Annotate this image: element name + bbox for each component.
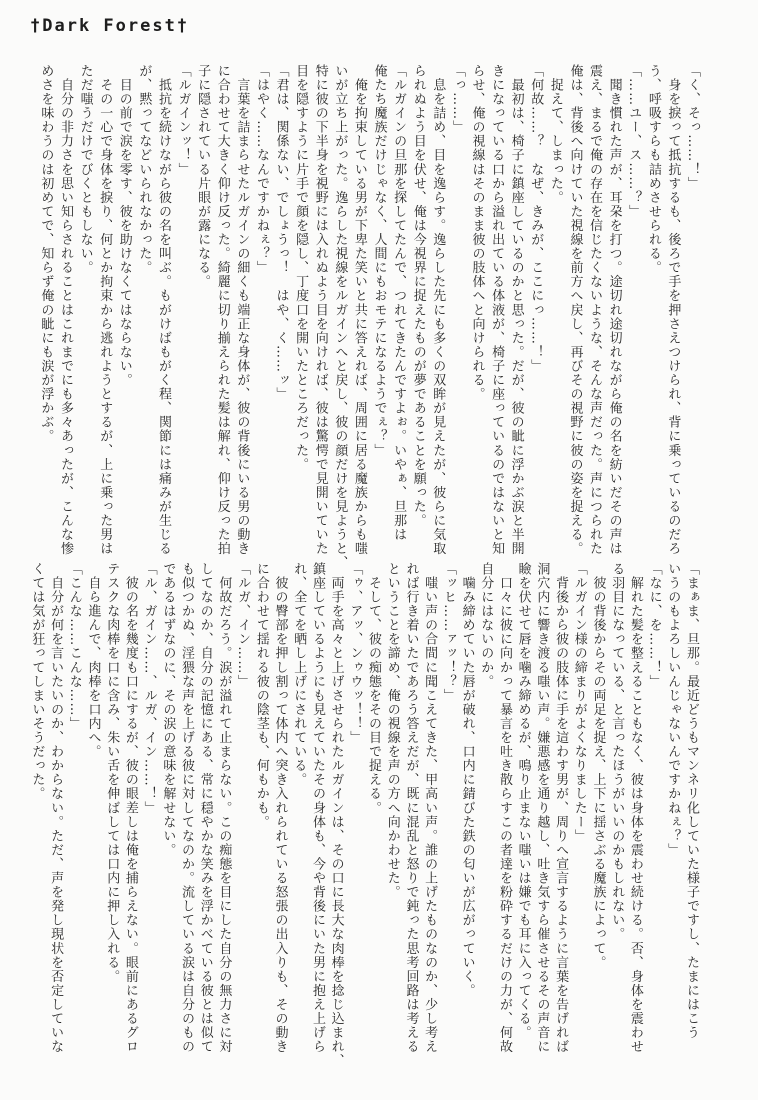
text-line: 「く、そっ……！」 (685, 64, 700, 191)
text-line: 「ルガイン様の締まりがよくなりましたー」 (571, 562, 587, 843)
text-line: 俺は、背後へ向けていた視線を前方へ戻し、再びその視野に彼の姿を捉える。 (567, 64, 583, 556)
text-line: テスクな肉棒を口に含み、朱い舌を伸ばしては口内に押し入れる。 (104, 562, 120, 984)
text-line: れば行き着いたであろう答えだが、既に混乱と怒りで鈍った思考回路は考える (403, 562, 419, 1054)
text-line: 俺を拘束している男が下卑た笑いと共に答えれば、周囲に居る魔族からも嗤 (351, 64, 367, 556)
text-line: ただ嗤うだけでびくともしない。 (77, 64, 93, 275)
text-line: 自分にはないのか。 (478, 562, 494, 689)
text-line: 彼の臀部を押し割って体内へ突き入れられている怒張の出入りも、その動き (272, 562, 288, 1054)
text-line: いが立ち上がった。逸らした視線をルガインへと戻し、彼の顔だけを見ようと、 (332, 64, 348, 570)
text-line: 噛み締めていた唇が破れ、口内に錆びた鉄の匂いが広がっていく。 (459, 562, 475, 998)
text-line: 「……ユー、ス……？」 (626, 64, 642, 219)
text-line: 「何故……？ なぜ、きみが、ここにっ……！」 (528, 64, 544, 374)
text-line: 言葉を詰まらせたルガインの細くも端正な身体が、彼の背後にいる男の動き (234, 64, 250, 556)
text-line: れ、全てを晒し上げにされている。 (291, 562, 307, 787)
text-line: そして、彼の痴態をその目で捉える。 (366, 562, 382, 815)
text-line: 目を隠すように片手で顔を隠し、丁度口を開いたところだった。 (293, 64, 309, 472)
text-block-bottom (27, 562, 700, 1068)
text-line: 自分が何を言いたいのか、わからない。ただ、声を発し現状を否定していな (48, 562, 64, 1054)
text-line: めさを味わうのは初めてで、知らず俺の眦にも涙が浮かぶ。 (38, 64, 54, 444)
text-line: 「っ……」 (449, 64, 465, 135)
text-line: 瞼を伏せて唇を噛み締めるが、鳴り止まない嗤いは嫌でも耳に入ってくる。 (515, 562, 531, 1040)
text-line: に合わせて大きく仰け反った。綺麗に切り揃えられた髪は解れ、仰け反った拍 (214, 64, 230, 556)
text-line: らせ、俺の視線はそのまま彼の肢体へと向けられる。 (469, 64, 485, 402)
text-line: 解れた髪を整えることもなく、彼は身体を震わせ続ける。否、身体を震わせ (627, 562, 643, 1054)
text-line: 「こんな……こんな……」 (66, 562, 82, 731)
text-line: が、黙ってなどいられなかった。 (136, 64, 152, 275)
text-line: 「君は、関係ない、でしょうっ！ はや、く……ッ」 (273, 64, 289, 402)
text-line: 両手を高々と上げさせられたルガインは、その口に長大な肉棒を捻じ込まれ、 (328, 562, 344, 1068)
text-line: してなのか、自分の記憶にある、常に穏やかな笑みを浮かべている彼とは似て (197, 562, 213, 1054)
text-line: 背後から彼の肢体に手を這わす男が、周りへ宣言するように言葉を告げれば (553, 562, 569, 1054)
text-block-top (36, 64, 702, 570)
text-line: う、呼吸すらも詰めさせられる。 (645, 64, 661, 275)
text-line: ということを諦め、俺の視線を声の方へ向かわせた。 (384, 562, 400, 900)
text-line: 鎮座しているようにも見えていたその身体も、今や背後にいた男に抱え上げら (309, 562, 325, 1054)
text-line: 「ル、ガイン……、ルガ、イン……！」 (141, 562, 157, 815)
text-line: 子に隠されている片眼が露になる。 (195, 64, 211, 289)
text-line: その一心で身体を捩り、何とか拘束から逃れようとするが、上に乗った男は (97, 64, 113, 556)
page-title: †Dark Forest† (30, 16, 190, 36)
text-line: きになっている口から溢れ出ている体液が、椅子に座っているのではないと知 (489, 64, 505, 556)
text-line: 抵抗を続けながら彼の名を叫ぶ。もがけばもがく程、関節には痛みが生じる (155, 64, 171, 556)
text-line: 「ルガインッ！」 (175, 64, 191, 177)
text-line: 特に彼の下半身を視野には入れぬよう目を向ければ、彼は驚愕で見開いていた (312, 64, 328, 556)
text-line: くては気が狂ってしまいそうだった。 (29, 562, 45, 801)
text-line: であるはずなのに、その涙の意味を解せない。 (160, 562, 176, 858)
text-line: 嗤い声の合間に聞こえてきた、甲高い声。誰の上げたものなのか、少し考え (422, 562, 438, 1054)
text-line: 「なに、を……！」 (646, 562, 662, 689)
text-line: 「ゥ、アッ、ンゥウッ！！」 (347, 562, 363, 745)
text-line: 「ルガ、イン……」 (235, 562, 251, 689)
text-line: 「まぁま、旦那。最近どうもマンネリ化していた様子ですし、たまにはこう (684, 562, 699, 1040)
text-line: 捉えて、しまった。 (547, 64, 563, 205)
text-line: 自分の非力さを思い知らされることはこれまでにも多々あったが、こんな惨 (58, 64, 73, 556)
text-line: 震え、まるで俺の存在を信じたくないような、そんな声だった。声につられた (587, 64, 603, 556)
text-line: 身を捩って抵抗するも、後ろで手を押さえつけられ、背に乗っているのだろ (665, 64, 681, 556)
text-line: 「ルガインの旦那を探してたんで、つれてきたんですよぉ。いやぁ、旦那は (391, 64, 407, 542)
text-line: いうのもよろしいんじゃないんですかねぇ？」 (665, 562, 681, 858)
text-line: 彼の背後からその両足を捉え、上下に揺さぶる魔族によって。 (590, 562, 606, 970)
text-line: られぬよう目を伏せ、俺は今視界に捉えたものが夢であることを願った。 (410, 64, 426, 528)
text-line: 聞き慣れた声が、耳朶を打つ。途切れ途切れながら俺の名を紡いだその声は (606, 64, 622, 556)
text-line: 俺たち魔族だけじゃなく、人間にもおモテになるようでぇ？」 (371, 64, 387, 458)
text-line: 最初は、椅子に鎮座しているのかと思った。だが、彼の眦に浮かぶ涙と半開 (508, 64, 524, 556)
text-line: 息を詰め、目を逸らす。逸らした先にも多くの双眸が見えたが、彼らに気取 (430, 64, 446, 556)
text-line: 洞穴内に響き渡る嗤い声。嫌悪感を通り越し、吐き気すら催させるその声音に (534, 562, 550, 1054)
text-line: 「はやく……なんですかねぇ？」 (253, 64, 269, 275)
text-line: も似つかぬ、淫猥な声を上げる彼に対してなのか。流している涙は自分のもの (179, 562, 195, 1054)
text-line: 何故だろう。涙が溢れて止まらない。この痴態を目にした自分の無力さに対 (216, 562, 232, 1054)
text-line: 目の前で涙を零す、彼を助けなくてはならない。 (116, 64, 132, 388)
text-line: 自ら進んで、肉棒を口内へ。 (85, 562, 101, 759)
text-line: る羽目になっている、と言ったほうがいいのかもしれない。 (609, 562, 625, 942)
text-line: 彼の名を幾度も口にするが、彼の眼差しは俺を捕らえない。眼前にあるグロ (122, 562, 138, 1054)
text-line: 口々に彼に向かって暴言を吐き散らすこの者達を粉砕するだけの力が、何故 (496, 562, 512, 1054)
text-line: に合わせて揺れる彼の陰茎も、何もかも。 (253, 562, 269, 829)
text-line: 「ッヒ……ァッ！？」 (440, 562, 456, 703)
